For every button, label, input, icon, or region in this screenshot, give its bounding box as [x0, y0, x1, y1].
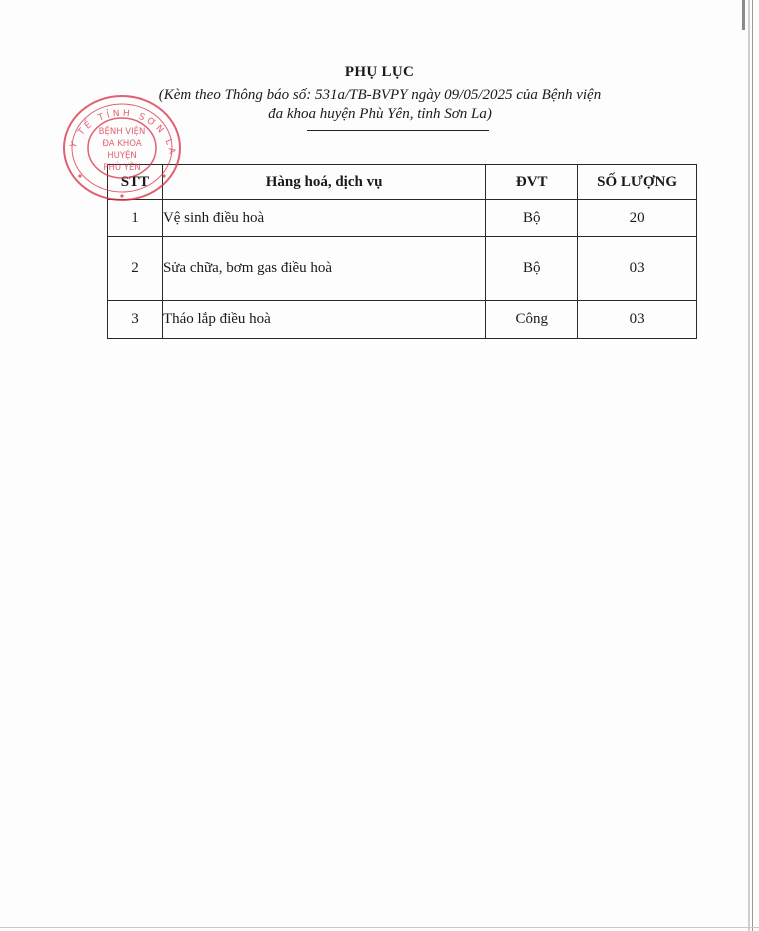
cell-item: Tháo lắp điều hoà — [162, 301, 485, 339]
cell-quantity: 20 — [578, 200, 697, 237]
seal-inner-text — [99, 125, 146, 173]
table-row — [108, 237, 697, 301]
svg-text:HUYỆN: HUYỆN — [107, 151, 137, 161]
cell-quantity: 03 — [578, 237, 697, 301]
svg-text:BỆNH VIỆN: BỆNH VIỆN — [98, 127, 146, 137]
svg-text:PHÙ YÊN: PHÙ YÊN — [103, 163, 141, 173]
cell-stt: 2 — [108, 237, 163, 301]
hospital-seal-stamp — [58, 90, 186, 206]
goods-services-table — [107, 164, 697, 339]
appendix-title: PHỤ LỤC — [344, 64, 415, 80]
cell-item: Sửa chữa, bơm gas điều hoà — [162, 237, 485, 301]
appendix-subtitle — [120, 86, 640, 124]
page-edge-shadow — [748, 0, 750, 931]
page-bottom-edge — [0, 927, 759, 928]
svg-text:ĐA KHOA: ĐA KHOA — [102, 139, 142, 149]
table-row — [108, 301, 697, 339]
scan-edge-mark — [742, 0, 745, 30]
page-edge-line — [752, 0, 753, 931]
subtitle-line-1: (Kèm theo Thông báo số: 531a/TB-BVPY ngày 09/05/2025 của Bệnh viện — [158, 87, 602, 103]
header-item: Hàng hoá, dịch vụ — [162, 165, 485, 200]
header-stt: STT — [108, 165, 163, 200]
title-underline — [307, 130, 489, 131]
cell-unit: Bộ — [486, 237, 578, 301]
cell-quantity: 03 — [578, 301, 697, 339]
table-row — [108, 200, 697, 237]
cell-unit: Bộ — [486, 200, 578, 237]
seal-outer-text: Y TẾ TỈNH SƠN LA — [68, 108, 178, 158]
cell-item: Vệ sinh điều hoà — [162, 200, 485, 237]
header-unit: ĐVT — [486, 165, 578, 200]
header-quantity: SỐ LƯỢNG — [578, 165, 697, 200]
cell-unit: Công — [486, 301, 578, 339]
subtitle-line-2: đa khoa huyện Phù Yên, tỉnh Sơn La) — [268, 106, 492, 122]
cell-stt: 1 — [108, 200, 163, 237]
cell-stt: 3 — [108, 301, 163, 339]
table-header-row — [108, 165, 697, 200]
